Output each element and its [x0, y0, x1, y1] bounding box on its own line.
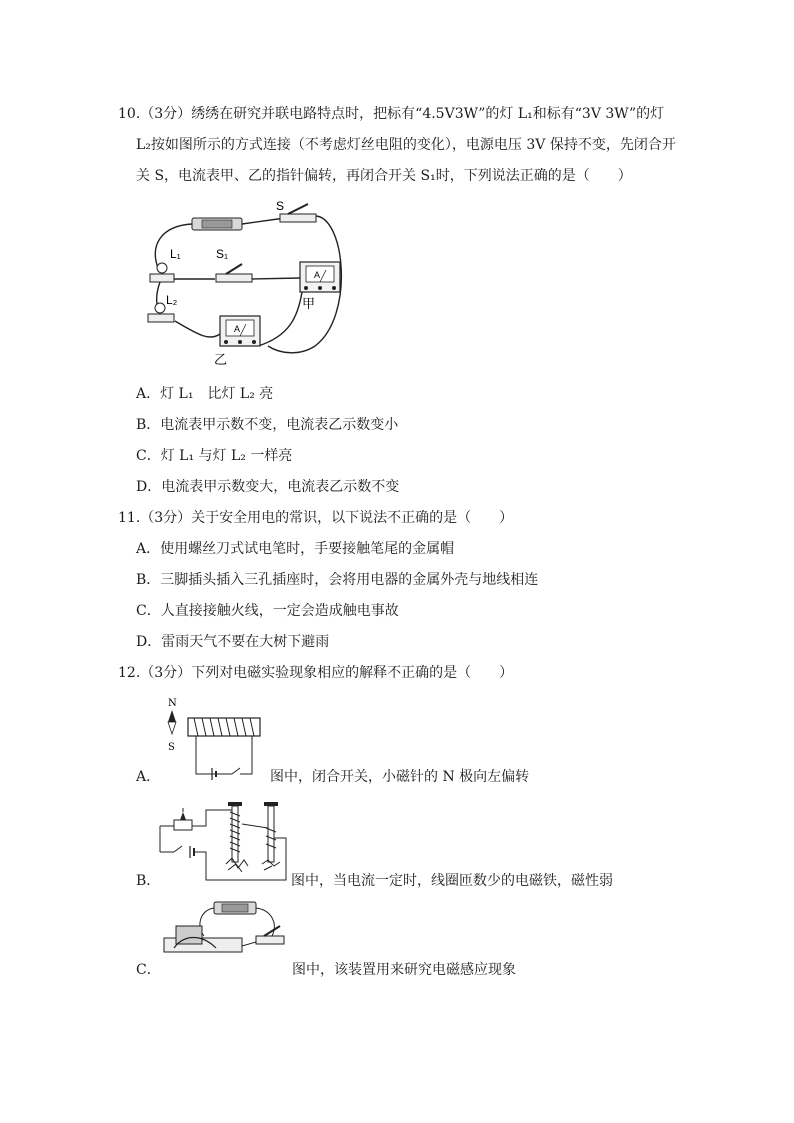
electromagnets-figure	[156, 798, 292, 884]
q11-option-a: A．使用螺丝刀式试电笔时，手要接触笔尾的金属帽	[136, 541, 455, 557]
q11-option-c: C．人直接接触火线，一定会造成触电事故	[136, 603, 399, 619]
q11-option-d: D．雷雨天气不要在大树下避雨	[136, 634, 330, 650]
ammeter-jia-symbol: A	[314, 270, 321, 280]
parallel-circuit-figure	[130, 196, 360, 374]
label-s1: S₁	[216, 247, 229, 261]
compass-n-label: N	[168, 698, 177, 709]
q10-stem-line3: 关 S，电流表甲、乙的指针偏转，再闭合开关 S₁时，下列说法正确的是（ ）	[136, 168, 632, 184]
q12-option-b-text: 图中，当电流一定时，线圈匝数少的电磁铁，磁性弱	[291, 873, 613, 889]
compass-s-label: S	[168, 742, 175, 753]
q10-stem-line1: 10.（3分）绣绣在研究并联电路特点时，把标有“4.5V3W”的灯 L₁和标有“3V 3W”的灯	[118, 106, 665, 122]
q12-option-a-letter: A．	[136, 769, 161, 785]
q11-stem: 11.（3分）关于安全用电的常识，以下说法不正确的是（ ）	[118, 510, 514, 526]
q11-option-b: B．三脚插头插入三孔插座时，会将用电器的金属外壳与地线相连	[136, 572, 539, 588]
q10-stem-line2: L₂按如图所示的方式连接（不考虑灯丝电阻的变化），电源电压 3V 保持不变，先闭合开	[136, 137, 676, 153]
q10-option-b: B．电流表甲示数不变，电流表乙示数变小	[136, 417, 399, 433]
ammeter-yi-symbol: A	[234, 324, 241, 334]
solenoid-compass-figure	[160, 694, 270, 784]
q12-option-b-letter: B．	[136, 873, 161, 889]
label-yi: 乙	[214, 353, 228, 368]
q10-option-a: A．灯 L₁ 比灯 L₂ 亮	[136, 386, 274, 402]
label-l2: L₂	[166, 293, 178, 307]
label-jia: 甲	[302, 297, 316, 312]
q12-stem: 12.（3分）下列对电磁实验现象相应的解释不正确的是（ ）	[118, 665, 514, 681]
q12-option-c-letter: C．	[136, 962, 161, 978]
q10-option-c: C．灯 L₁ 与灯 L₂ 一样亮	[136, 448, 293, 464]
q10-option-d: D．电流表甲示数变大，电流表乙示数不变	[136, 479, 400, 495]
q12-option-a-text: 图中，闭合开关，小磁针的 N 极向左偏转	[270, 769, 530, 785]
motor-principle-figure	[160, 896, 290, 966]
label-s: S	[276, 199, 285, 213]
q12-option-c-text: 图中，该装置用来研究电磁感应现象	[292, 962, 516, 978]
label-l1: L₁	[170, 247, 181, 261]
